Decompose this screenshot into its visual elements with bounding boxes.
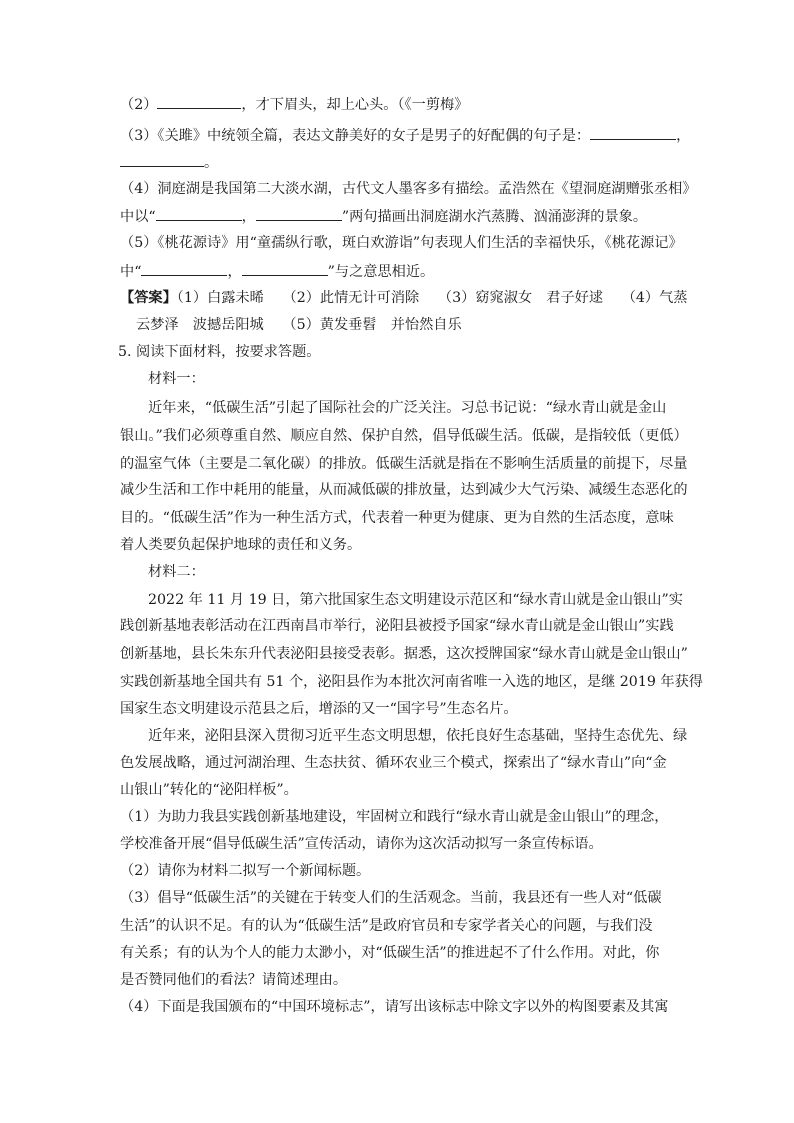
paragraph-line: 着人类要负起保护地球的责任和义务。 xyxy=(120,537,362,553)
question-title: 5. 阅读下面材料，按要求答题。 xyxy=(118,344,321,360)
paragraph-line: 近年来，泌阳县深入贯彻习近平生态文明思想，依托良好生态基础，坚持生态优先、绿 xyxy=(148,728,688,744)
sub-question: （2）请你为材料二拟写一个新闻标题。 xyxy=(120,863,371,879)
material-title: 材料二： xyxy=(148,564,205,580)
question-line: （4）洞庭湖是我国第二大淡水湖，古代文人墨客多有描绘。孟浩然在《望洞庭湖赠张丞相》 xyxy=(120,181,697,197)
sub-question: 有关系；有的认为个人的能力太渺小，对“低碳生活”的推进起不了什么作用。对此，你 xyxy=(120,945,660,961)
paragraph-line: 2022 年 11 月 19 日，第六批国家生态文明建设示范区和“绿水青山就是金山银山”实 xyxy=(148,592,683,608)
paragraph-line: 近年来，“低碳生活”引起了国际社会的广泛关注。习总书记说：“绿水青山就是金山 xyxy=(148,400,667,416)
paragraph-line: 的温室气体（主要是二氧化碳）的排放。低碳生活就是指在不影响生活质量的前提下，尽量 xyxy=(120,456,688,472)
answer-line: 云梦泽 波撼岳阳城 （5）黄发垂髫 并怡然自乐 xyxy=(136,317,462,333)
paragraph-line: 色发展战略，通过河湖治理、生态扶贫、循环农业三个模式，探索出了“绿水青山”向“金 xyxy=(120,755,667,771)
answer-label: 【答案】 xyxy=(120,290,177,306)
question-line: 中“ ， ”与之意思相近。 xyxy=(120,261,434,282)
sub-question: （1）为助力我县实践创新基地建设，牢固树立和践行“绿水青山就是金山银山”的理念， xyxy=(120,809,669,825)
question-line: （3）《关雎》中统领全篇，表达文静美好的女子是男子的好配偶的句子是： ， xyxy=(120,125,690,146)
answer-blank xyxy=(256,206,342,221)
paragraph-line: 减少生活和工作中耗用的能量，从而减低碳的排放量，达到减少大气污染、减缓生态恶化的 xyxy=(120,482,688,498)
paragraph-line: 创新基地，县长朱东升代表泌阳县接受表彰。据悉，这次授牌国家“绿水青山就是金山银山” xyxy=(120,646,688,662)
sub-question: （4）下面是我国颁布的“中国环境标志”，请写出该标志中除文字以外的构图要素及其寓 xyxy=(120,999,669,1015)
material-title: 材料一： xyxy=(148,371,205,387)
question-line: （5）《桃花源诗》用“童孺纵行歌，斑白欢游诣”句表现人们生活的幸福快乐，《桃花源记》 xyxy=(120,235,683,251)
answer-blank xyxy=(120,152,204,167)
question-line: 。 xyxy=(120,152,218,173)
sub-question: （3）倡导“低碳生活”的关键在于转变人们的生活观念。当前，我县还有一些人对“低碳 xyxy=(120,890,662,906)
answer-line: 【答案】（1）白露未晞 （2）此情无计可消除 （3）窈窕淑女 君子好逑 （4）气蒸 xyxy=(120,290,688,306)
paragraph-line: 山银山”转化的“泌阳样板”。 xyxy=(120,782,298,798)
answer-blank xyxy=(156,206,242,221)
paragraph-line: 国家生态文明建设示范县之后，增添的又一“国字号”生态名片。 xyxy=(120,701,518,717)
paragraph-line: 实践创新基地全国共有 51 个，泌阳县作为本批次河南省唯一入选的地区，是继 2019 年获得 xyxy=(120,674,703,690)
paragraph-line: 践创新基地表彰活动在江西南昌市举行，泌阳县被授予国家“绿水青山就是金山银山”实践 xyxy=(120,618,674,634)
sub-question: 是否赞同他们的看法？请简述理由。 xyxy=(120,972,348,988)
sub-question: 学校准备开展“倡导低碳生活”宣传活动，请你为这次活动拟写一条宣传标语。 xyxy=(120,836,603,852)
sub-question: 生活”的认识不足。有的认为“低碳生活”是政府官员和专家学者关心的问题，与我们没 xyxy=(120,918,653,934)
question-line: （2） ，才下眉头，却上心头。（《一剪梅》 xyxy=(120,94,468,115)
paragraph-line: 目的。“低碳生活”作为一种生活方式，代表着一种更为健康、更为自然的生活态度，意味 xyxy=(120,510,674,526)
answer-blank xyxy=(590,125,676,140)
paragraph-line: 银山。”我们必须尊重自然、顺应自然、保护自然，倡导低碳生活。低碳，是指较低（更低） xyxy=(120,428,688,444)
question-line: 中以“ ， ”两句描画出洞庭湖水汽蒸腾、汹涌澎湃的景象。 xyxy=(120,206,647,227)
answer-blank xyxy=(157,94,241,109)
answer-blank xyxy=(242,261,328,276)
answer-blank xyxy=(141,261,227,276)
